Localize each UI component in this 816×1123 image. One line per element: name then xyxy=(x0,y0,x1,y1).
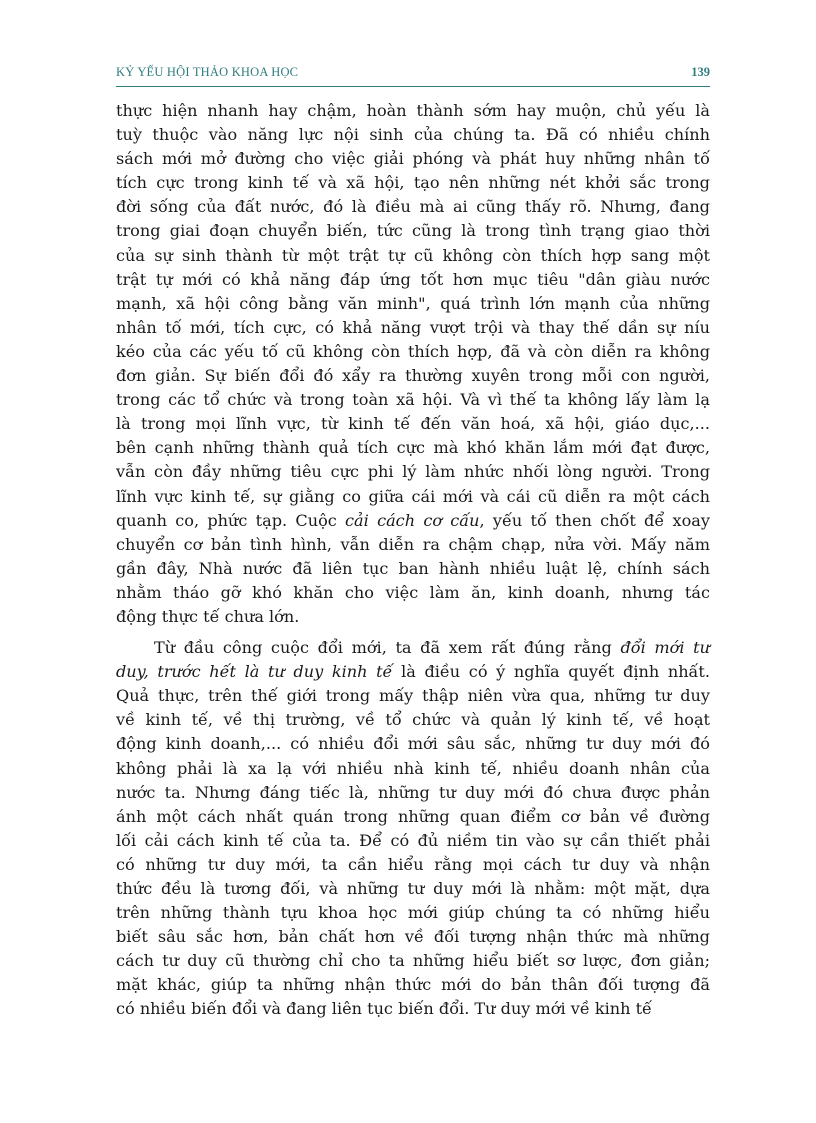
body-text xyxy=(116,99,710,1022)
text-line: Quả thực, trên thế giới trong mấy thập niên vừa qua, những tư duy xyxy=(116,686,710,706)
text-line: thức đều là tương đối, và những tư duy mới là nhằm: một mặt, dựa xyxy=(116,879,710,898)
page-number: 139 xyxy=(691,65,710,79)
text-line: ánh một cách nhất quán trong những quan điểm cơ bản về đường xyxy=(116,806,710,826)
text-line: mặt khác, giúp ta những nhận thức mới do bản thân đối tượng đã xyxy=(116,975,710,995)
text-line: trật tự mới có khả năng đáp ứng tốt hơn mục tiêu "dân giàu nước xyxy=(116,269,710,289)
text-line: vẫn còn đầy những tiêu cực phi lý làm nhức nhối lòng người. Trong xyxy=(116,462,710,482)
emphasized-text: đổi mới tư xyxy=(620,638,710,658)
text-line xyxy=(116,509,710,533)
text-line: cách tư duy cũ thường chỉ cho ta những hiểu biết sơ lược, đơn giản; xyxy=(116,951,710,971)
text-line: gần đây, Nhà nước đã liên tục ban hành nhiều luật lệ, chính sách xyxy=(116,558,710,578)
text-run: quanh co, phức tạp. Cuộc xyxy=(116,510,346,530)
text-line: kéo của các yếu tố cũ không còn thích hợp, đã và còn diễn ra không xyxy=(116,341,710,361)
text-line: tích cực trong kinh tế và xã hội, tạo nên những nét khởi sắc trong xyxy=(116,173,710,193)
text-line: là trong mọi lĩnh vực, từ kinh tế đến văn hoá, xã hội, giáo dục,... xyxy=(116,414,710,434)
text-line: sách mới mở đường cho việc giải phóng và phát huy những nhân tố xyxy=(116,149,710,169)
text-line: mạnh, xã hội công bằng văn minh", quá trình lớn mạnh của những xyxy=(116,293,710,313)
text-run: , yếu tố then chốt để xoay xyxy=(479,510,710,530)
text-line: không phải là xa lạ với nhiều nhà kinh tế, nhiều doanh nhân của xyxy=(116,758,710,778)
text-line: của sự sinh thành từ một trật tự cũ không còn thích hợp sang một xyxy=(116,245,710,265)
text-line: động thực tế chưa lớn. xyxy=(116,606,300,626)
text-line xyxy=(116,660,710,684)
text-line: lối cải cách kinh tế của ta. Để có đủ niềm tin vào sự cần thiết phải xyxy=(116,830,710,850)
text-line: trong giai đoạn chuyển biến, tức cũng là trong tình trạng giao thời xyxy=(116,221,710,241)
paragraph xyxy=(116,99,710,629)
text-line: chuyển cơ bản tình hình, vẫn diễn ra chậm chạp, nửa vời. Mấy năm xyxy=(116,534,710,554)
text-line: động kinh doanh,... có nhiều đổi mới sâu sắc, những tư duy mới đó xyxy=(116,734,710,754)
emphasized-text: cải cách cơ cấu xyxy=(345,510,480,530)
text-run: Từ đầu công cuộc đổi mới, ta đã xem rất đúng rằng xyxy=(154,638,621,658)
text-line: lĩnh vực kinh tế, sự giằng co giữa cái mới và cái cũ diễn ra một cách xyxy=(116,486,710,506)
running-header xyxy=(116,64,710,87)
text-line: nhân tố mới, tích cực, có khả năng vượt trội và thay thế dần sự níu xyxy=(116,317,710,337)
text-line: trong các tổ chức và trong toàn xã hội. Và vì thế ta không lấy làm lạ xyxy=(116,390,710,410)
text-line: tuỳ thuộc vào năng lực nội sinh của chúng ta. Đã có nhiều chính xyxy=(116,125,710,145)
text-line: về kinh tế, về thị trường, về tổ chức và quản lý kinh tế, về hoạt xyxy=(116,710,710,730)
text-line xyxy=(116,636,710,660)
text-line: đời sống của đất nước, đó là điều mà ai cũng thấy rõ. Nhưng, đang xyxy=(116,197,710,217)
text-run: là điều có ý nghĩa quyết định nhất. xyxy=(392,662,711,682)
emphasized-text: duy, trước hết là tư duy kinh tế xyxy=(116,662,393,682)
text-line: đơn giản. Sự biến đổi đó xẩy ra thường xuyên trong mỗi con người, xyxy=(116,366,710,386)
text-line: nhằm tháo gỡ khó khăn cho việc làm ăn, kinh doanh, nhưng tác xyxy=(116,582,710,602)
text-line: có những tư duy mới, ta cần hiểu rằng mọi cách tư duy và nhận xyxy=(116,854,710,874)
text-line: biết sâu sắc hơn, bản chất hơn về đối tượng nhận thức mà những xyxy=(116,927,710,947)
header-title: KỶ YẾU HỘI THẢO KHOA HỌC xyxy=(116,65,299,79)
text-line: trên những thành tựu khoa học mới giúp chúng ta có những hiểu xyxy=(116,903,710,923)
paragraph xyxy=(116,636,710,1022)
text-line: có nhiều biến đổi và đang liên tục biến đổi. Tư duy mới về kinh tế xyxy=(116,999,652,1019)
text-line: bên cạnh những thành quả tích cực mà khó khăn lắm mới đạt được, xyxy=(116,438,710,458)
text-line: nước ta. Nhưng đáng tiếc là, những tư duy mới đó chưa được phản xyxy=(116,782,710,802)
text-line: thực hiện nhanh hay chậm, hoàn thành sớm hay muộn, chủ yếu là xyxy=(116,101,710,120)
